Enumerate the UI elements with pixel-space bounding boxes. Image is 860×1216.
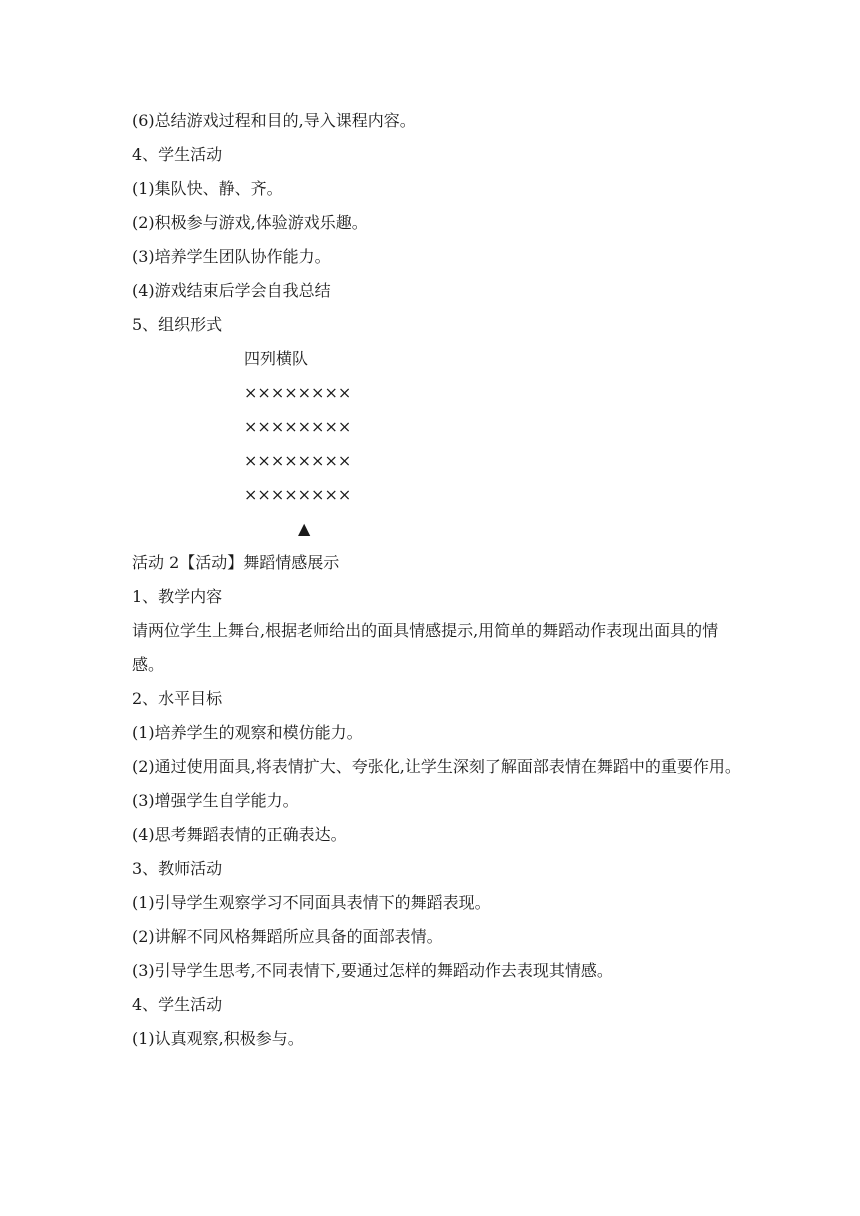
student-activity-item: (1)认真观察,积极参与。 <box>132 1029 304 1048</box>
teacher-activity-item: (1)引导学生观察学习不同面具表情下的舞蹈表现。 <box>132 893 491 912</box>
section-heading-content: 1、教学内容 <box>132 587 223 606</box>
activity-heading: 活动 2【活动】舞蹈情感展示 <box>132 553 340 572</box>
content-paragraph: 请两位学生上舞台,根据老师给出的面具情感提示,用简单的舞蹈动作表现出面具的情感。 <box>132 621 719 674</box>
teacher-marker-icon: ▲ <box>298 519 311 538</box>
formation-diagram <box>132 342 742 512</box>
section-heading-goals: 2、水平目标 <box>132 689 223 708</box>
formation-row: ×××××××× <box>244 417 352 436</box>
teacher-activity-item: (3)引导学生思考,不同表情下,要通过怎样的舞蹈动作去表现其情感。 <box>132 961 613 980</box>
section-heading-student-activity-2: 4、学生活动 <box>132 995 223 1014</box>
student-activity-item: (4)游戏结束后学会自我总结 <box>132 281 331 300</box>
goal-item: (2)通过使用面具,将表情扩大、夸张化,让学生深刻了解面部表情在舞蹈中的重要作用。 <box>132 757 741 776</box>
goal-item: (4)思考舞蹈表情的正确表达。 <box>132 825 347 844</box>
document-page <box>132 104 742 1056</box>
teacher-activity-item: (2)讲解不同风格舞蹈所应具备的面部表情。 <box>132 927 443 946</box>
goal-item: (1)培养学生的观察和模仿能力。 <box>132 723 363 742</box>
formation-row: ×××××××× <box>244 451 352 470</box>
formation-row: ×××××××× <box>244 383 352 402</box>
goal-item: (3)增强学生自学能力。 <box>132 791 299 810</box>
section-heading-organization: 5、组织形式 <box>132 315 223 334</box>
summary-step-6: (6)总结游戏过程和目的,导入课程内容。 <box>132 111 416 130</box>
section-heading-teacher-activity: 3、教师活动 <box>132 859 223 878</box>
formation-title: 四列横队 <box>244 349 309 368</box>
student-activity-item: (3)培养学生团队协作能力。 <box>132 247 331 266</box>
formation-row: ×××××××× <box>244 485 352 504</box>
student-activity-item: (2)积极参与游戏,体验游戏乐趣。 <box>132 213 368 232</box>
section-heading-student-activity: 4、学生活动 <box>132 145 223 164</box>
student-activity-item: (1)集队快、静、齐。 <box>132 179 283 198</box>
